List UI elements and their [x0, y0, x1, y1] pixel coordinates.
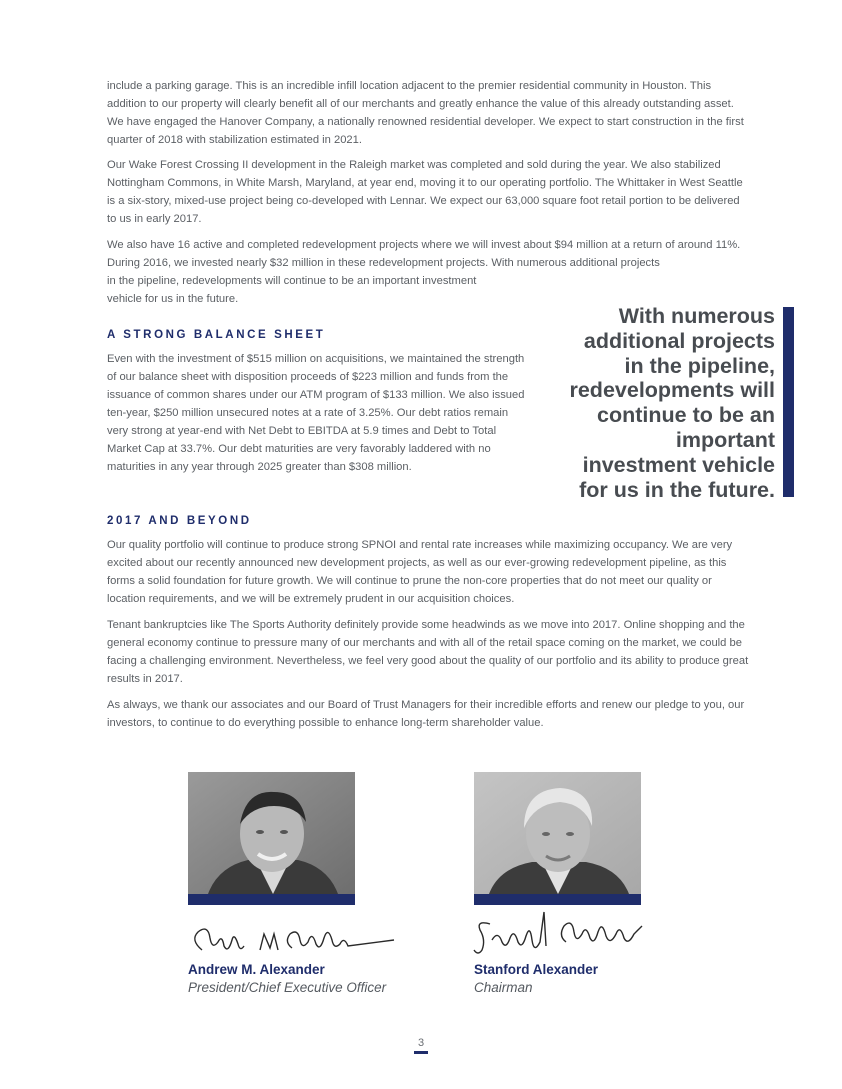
signatory-name-andrew: Andrew M. Alexander: [188, 962, 325, 977]
signatory-title-andrew: President/Chief Executive Officer: [188, 980, 387, 995]
paragraph-redevelopment: We also have 16 active and completed redevelopment projects where we will invest about $94 million at a return of around 11%. During 2016, we invested nearly $32 million in these redevelopment projects. With numerous additional projects: [107, 239, 741, 269]
portrait-andrew-alexander: [188, 772, 355, 894]
portrait-stanford-image: [474, 772, 641, 894]
signatory-title-stanford: Chairman: [474, 980, 533, 995]
portrait-andrew-image: [188, 772, 355, 894]
signature-stanford-alexander: [470, 906, 650, 960]
portrait-stanford-alexander: [474, 772, 641, 894]
paragraph-balance-sheet: Even with the investment of $515 million on acquisitions, we maintained the strength of our balance sheet with disposition proceeds of $223 million and funds from the issuance of common shares under our ATM program of $133 million. We also issued ten-year, $250 million unsecured notes at a rate of 3.25%. Our debt ratios remain very strong at year-end with Net Debt to EBITDA at 5.9 times and Debt to Total Market Cap at 33.7%. Our debt maturities are very favorably laddered with no maturities in any year through 2025 greater than $308 million.: [107, 353, 525, 473]
paragraph-redevelopment-continued: in the pipeline, redevelopments will continue to be an important investment vehicle for us in the future.: [107, 275, 477, 305]
pull-quote-bar: [783, 307, 794, 497]
signature-andrew-alexander: [188, 920, 398, 960]
heading-2017-and-beyond: 2017 AND BEYOND: [107, 515, 252, 527]
page-number: 3: [417, 1037, 425, 1049]
heading-balance-sheet: A STRONG BALANCE SHEET: [107, 329, 326, 341]
paragraph-beyond-2: Tenant bankruptcies like The Sports Authority definitely provide some headwinds as we move into 2017. Online shopping and the general economy continue to pressure many of our merchants and with all of the retail space coming on the market, we could be facing a challenging environment. Nevertheless, we feel very good about the quality of our portfolio and its ability to produce great results in 2017.: [107, 619, 749, 685]
page-number-bar: [414, 1051, 428, 1054]
signatory-name-stanford: Stanford Alexander: [474, 962, 599, 977]
paragraph-beyond-3: As always, we thank our associates and our Board of Trust Managers for their incredible efforts and renew our pledge to you, our investors, to continue to do everything possible to enhance long-term shareholder value.: [107, 699, 745, 729]
portrait-bar-andrew: [188, 894, 355, 905]
paragraph-intro: include a parking garage. This is an incredible infill location adjacent to the premier residential community in Houston. This addition to our property will clearly benefit all of our merchants and greatly enhance the value of this already outstanding asset. We have engaged the Hanover Company, a nationally renowned residential developer. We expect to start construction in the first quarter of 2018 with stabilization estimated in 2021.: [107, 80, 744, 146]
paragraph-wake-forest: Our Wake Forest Crossing II development in the Raleigh market was completed and sold during the year. We also stabilized Nottingham Commons, in White Marsh, Maryland, at year end, moving it to our operating portfolio. The Whittaker in West Seattle is a six-story, mixed-use project being co-developed with Lennar. We expect our 63,000 square foot retail portion to be delivered to us in early 2017.: [107, 159, 743, 225]
pull-quote: With numerous additional projects in the pipeline, redevelopments will continue to be an important investment vehicle for us in the future.: [569, 304, 775, 502]
portrait-bar-stanford: [474, 894, 641, 905]
paragraph-beyond-1: Our quality portfolio will continue to produce strong SPNOI and rental rate increases while maximizing occupancy. We are very excited about our recently announced new development projects, as well as our ever-growing redevelopment pipeline, as this forms a solid foundation for future growth. We will continue to prune the non-core properties that do not meet our quality or location requirements, and we will be extremely prudent in our acquisition choices.: [107, 539, 733, 605]
